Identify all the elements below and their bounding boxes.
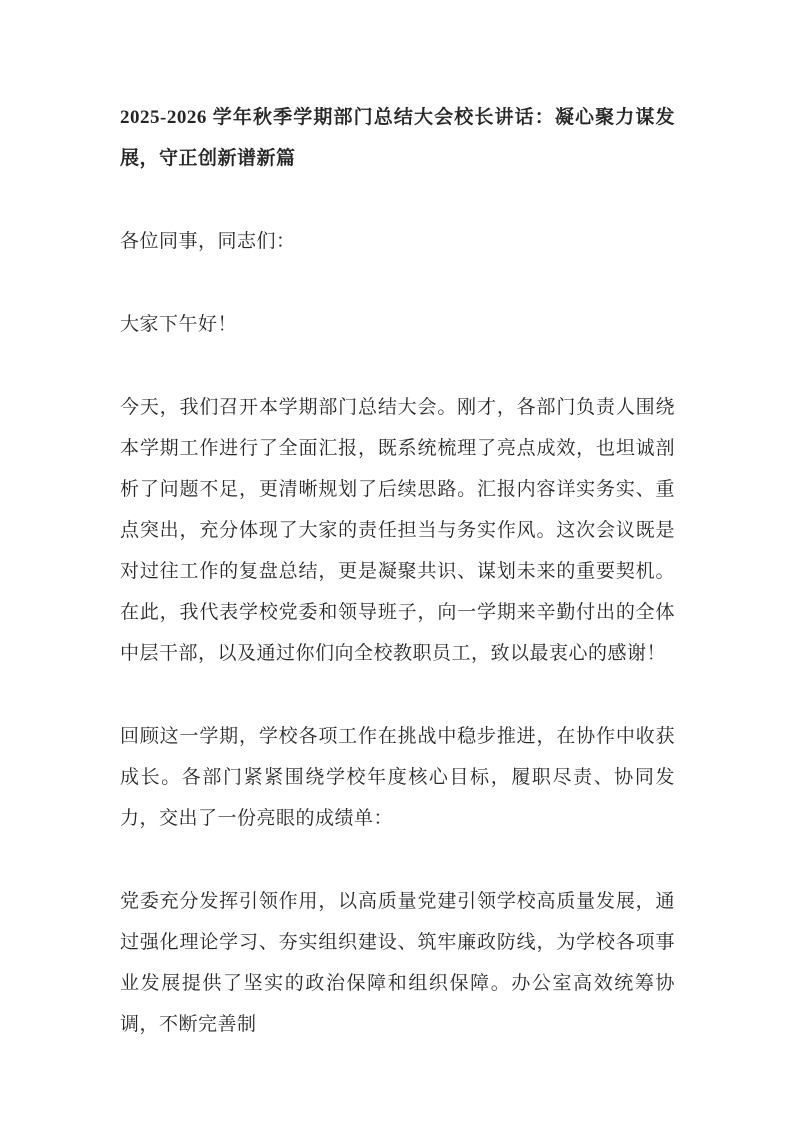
paragraph-opening-remarks: 今天，我们召开本学期部门总结大会。刚才，各部门负责人围绕本学期工作进行了全面汇报，既系统梳理了亮点成效，也坦诚剖析了问题不足，更清晰规划了后续思路。汇报内容详实务实、重点突出，充分体现了大家的责任担当与务实作风。这次会议既是对过往工作的复盘总结，更是凝聚共识、谋划未来的重要契机。在此，我代表学校党委和领导班子，向一学期来辛勤付出的全体中层干部，以及通过你们向全校教职员工，致以最衷心的感谢！ [120, 397, 675, 664]
document-title: 2025-2026 学年秋季学期部门总结大会校长讲话：凝心聚力谋发展，守正创新谱新篇 [120, 107, 675, 169]
paragraph-greeting: 大家下午好！ [120, 314, 238, 335]
paragraph-salutation: 各位同事，同志们： [120, 231, 296, 252]
paragraph-achievements: 党委充分发挥引领作用，以高质量党建引领学校高质量发展，通过强化理论学习、夯实组织建设、筑牢廉政防线，为学校各项事业发展提供了坚实的政治保障和组织保障。办公室高效统筹协调，不断完善制 [120, 891, 675, 1035]
paragraph-semester-review: 回顾这一学期，学校各项工作在挑战中稳步推进，在协作中收获成长。各部门紧紧围绕学校年度核心目标，履职尽责、协同发力，交出了一份亮眼的成绩单： [120, 726, 675, 829]
